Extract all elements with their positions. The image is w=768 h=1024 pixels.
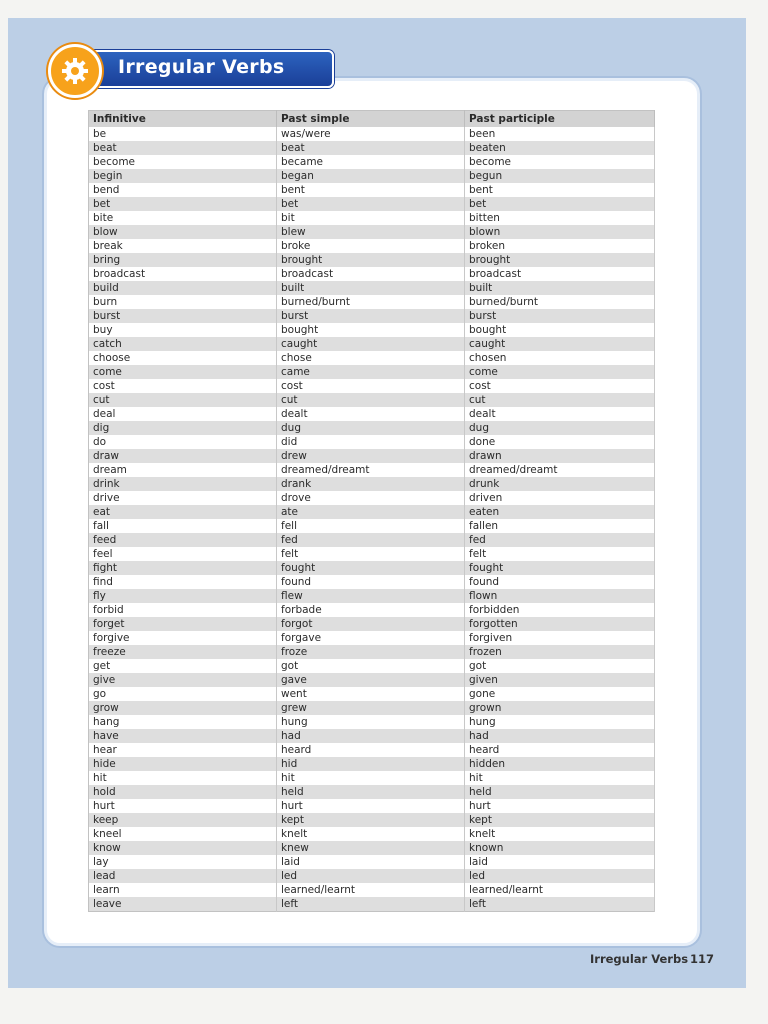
table-row [89,743,655,757]
cell-past-simple: bought [277,323,465,337]
cell-past-participle: burst [465,309,655,323]
cell-past-participle: forbidden [465,603,655,617]
cell-past-simple: knelt [277,827,465,841]
cell-past-participle: grown [465,701,655,715]
cell-past-participle: bitten [465,211,655,225]
cell-past-participle: chosen [465,351,655,365]
cell-past-simple: dreamed/dreamt [277,463,465,477]
cell-past-participle: knelt [465,827,655,841]
table-row [89,519,655,533]
table-row [89,533,655,547]
cell-past-simple: caught [277,337,465,351]
cell-infinitive: freeze [89,645,277,659]
cell-past-participle: hurt [465,799,655,813]
cell-past-simple: gave [277,673,465,687]
table-row [89,869,655,883]
cell-infinitive: fly [89,589,277,603]
cell-past-simple: did [277,435,465,449]
cell-infinitive: find [89,575,277,589]
table-row [89,169,655,183]
cell-infinitive: hide [89,757,277,771]
table-header-row [89,111,655,128]
cell-past-participle: given [465,673,655,687]
cell-past-simple: beat [277,141,465,155]
cell-past-simple: laid [277,855,465,869]
cell-past-simple: forgave [277,631,465,645]
cell-past-participle: drawn [465,449,655,463]
cell-infinitive: buy [89,323,277,337]
cell-past-participle: cost [465,379,655,393]
table-row [89,757,655,771]
cell-past-simple: drank [277,477,465,491]
table-row [89,393,655,407]
cell-infinitive: be [89,127,277,141]
cell-past-participle: hidden [465,757,655,771]
table-row [89,897,655,912]
column-header-infinitive: Infinitive [89,111,277,128]
footer-section-title: Irregular Verbs [590,952,689,966]
table-row [89,603,655,617]
cell-past-participle: felt [465,547,655,561]
cell-past-participle: dealt [465,407,655,421]
cell-past-simple: flew [277,589,465,603]
cell-past-simple: built [277,281,465,295]
cell-past-simple: went [277,687,465,701]
table-row [89,771,655,785]
cell-past-participle: held [465,785,655,799]
table-row [89,855,655,869]
cell-past-simple: blew [277,225,465,239]
cell-infinitive: dig [89,421,277,435]
cell-past-simple: bit [277,211,465,225]
cell-infinitive: blow [89,225,277,239]
cell-infinitive: break [89,239,277,253]
table-row [89,491,655,505]
table-row [89,253,655,267]
cell-past-simple: fought [277,561,465,575]
cell-infinitive: begin [89,169,277,183]
cell-infinitive: hit [89,771,277,785]
cell-infinitive: catch [89,337,277,351]
table-row [89,323,655,337]
cell-past-participle: hung [465,715,655,729]
table-row [89,659,655,673]
cell-infinitive: grow [89,701,277,715]
cell-infinitive: go [89,687,277,701]
table-row [89,505,655,519]
cell-past-simple: came [277,365,465,379]
cell-infinitive: hold [89,785,277,799]
cell-past-simple: froze [277,645,465,659]
cell-past-participle: blown [465,225,655,239]
cell-past-participle: found [465,575,655,589]
cell-past-simple: broadcast [277,267,465,281]
table-row [89,183,655,197]
cell-past-participle: bought [465,323,655,337]
cell-past-simple: began [277,169,465,183]
table-row [89,645,655,659]
cell-infinitive: drink [89,477,277,491]
cell-infinitive: give [89,673,277,687]
cell-infinitive: bite [89,211,277,225]
cell-past-simple: knew [277,841,465,855]
cell-infinitive: cost [89,379,277,393]
table-row [89,729,655,743]
cell-infinitive: burn [89,295,277,309]
cell-past-participle: built [465,281,655,295]
table-row [89,449,655,463]
cell-past-simple: drove [277,491,465,505]
cell-past-simple: brought [277,253,465,267]
cell-past-participle: eaten [465,505,655,519]
table-row [89,883,655,897]
title-banner [88,50,334,88]
cell-past-simple: kept [277,813,465,827]
cell-past-simple: fell [277,519,465,533]
table-row [89,295,655,309]
cell-infinitive: choose [89,351,277,365]
cell-infinitive: dream [89,463,277,477]
cell-infinitive: eat [89,505,277,519]
cell-infinitive: know [89,841,277,855]
table-row [89,561,655,575]
cell-past-simple: dealt [277,407,465,421]
table-body [89,127,655,912]
table-row [89,267,655,281]
cell-past-simple: broke [277,239,465,253]
cell-past-participle: fought [465,561,655,575]
cell-past-simple: forbade [277,603,465,617]
cell-past-simple: burst [277,309,465,323]
cell-infinitive: fall [89,519,277,533]
table-row [89,715,655,729]
cell-infinitive: build [89,281,277,295]
table-row [89,827,655,841]
cell-past-participle: dug [465,421,655,435]
cell-infinitive: forbid [89,603,277,617]
cell-past-simple: heard [277,743,465,757]
cell-past-participle: drunk [465,477,655,491]
cell-past-simple: ate [277,505,465,519]
cell-past-simple: hung [277,715,465,729]
cell-past-participle: known [465,841,655,855]
table-row [89,281,655,295]
table-row [89,337,655,351]
cell-past-participle: learned/learnt [465,883,655,897]
cell-infinitive: bend [89,183,277,197]
cell-past-participle: had [465,729,655,743]
cell-past-participle: become [465,155,655,169]
cell-infinitive: hurt [89,799,277,813]
column-header-past-participle: Past participle [465,111,655,128]
cell-past-participle: frozen [465,645,655,659]
cell-infinitive: get [89,659,277,673]
cell-past-simple: was/were [277,127,465,141]
cell-infinitive: beat [89,141,277,155]
cell-past-participle: begun [465,169,655,183]
table-row [89,673,655,687]
cell-infinitive: drive [89,491,277,505]
table-row [89,617,655,631]
cell-infinitive: cut [89,393,277,407]
cell-past-participle: gone [465,687,655,701]
cell-infinitive: bet [89,197,277,211]
cell-infinitive: leave [89,897,277,912]
cell-past-simple: grew [277,701,465,715]
page-number: 117 [690,952,715,966]
cell-infinitive: hear [89,743,277,757]
cell-past-participle: flown [465,589,655,603]
table-row [89,211,655,225]
page-title: Irregular Verbs [118,56,285,78]
table-row [89,155,655,169]
cell-past-participle: driven [465,491,655,505]
table-row [89,841,655,855]
table-row [89,701,655,715]
table-row [89,477,655,491]
table-row [89,813,655,827]
cell-past-participle: come [465,365,655,379]
cell-past-participle: caught [465,337,655,351]
cell-past-simple: fed [277,533,465,547]
table-row [89,141,655,155]
column-header-past-simple: Past simple [277,111,465,128]
cell-infinitive: draw [89,449,277,463]
cell-infinitive: learn [89,883,277,897]
cell-past-simple: forgot [277,617,465,631]
cell-past-simple: dug [277,421,465,435]
cell-infinitive: fight [89,561,277,575]
cell-infinitive: feed [89,533,277,547]
cell-past-simple: burned/burnt [277,295,465,309]
cell-past-simple: cost [277,379,465,393]
table-row [89,127,655,141]
cell-infinitive: bring [89,253,277,267]
cell-infinitive: have [89,729,277,743]
cell-past-participle: got [465,659,655,673]
cell-infinitive: forgive [89,631,277,645]
cell-past-simple: bet [277,197,465,211]
cell-past-participle: burned/burnt [465,295,655,309]
cell-past-simple: chose [277,351,465,365]
cell-past-participle: bet [465,197,655,211]
cell-past-participle: dreamed/dreamt [465,463,655,477]
table-row [89,421,655,435]
title-badge [48,44,102,98]
cell-past-participle: broadcast [465,267,655,281]
cell-past-participle: done [465,435,655,449]
cell-past-participle: left [465,897,655,912]
cell-past-participle: broken [465,239,655,253]
cell-infinitive: do [89,435,277,449]
cell-past-participle: hit [465,771,655,785]
table-row [89,197,655,211]
cell-past-simple: felt [277,547,465,561]
cell-past-simple: led [277,869,465,883]
irregular-verbs-table [88,110,655,912]
table-row [89,463,655,477]
cell-infinitive: lay [89,855,277,869]
cell-past-participle: brought [465,253,655,267]
table-row [89,407,655,421]
cell-past-simple: hit [277,771,465,785]
cell-past-participle: beaten [465,141,655,155]
cell-past-simple: bent [277,183,465,197]
table-row [89,785,655,799]
table-row [89,631,655,645]
table-row [89,589,655,603]
cell-infinitive: forget [89,617,277,631]
table-row [89,687,655,701]
cell-infinitive: feel [89,547,277,561]
cell-infinitive: come [89,365,277,379]
table-row [89,365,655,379]
cell-past-participle: forgotten [465,617,655,631]
cell-past-simple: hid [277,757,465,771]
cell-past-simple: got [277,659,465,673]
cell-infinitive: burst [89,309,277,323]
cell-infinitive: kneel [89,827,277,841]
cell-past-simple: had [277,729,465,743]
cell-past-simple: held [277,785,465,799]
gear-icon [60,56,90,86]
cell-past-simple: found [277,575,465,589]
cell-past-participle: led [465,869,655,883]
cell-past-participle: cut [465,393,655,407]
cell-past-participle: fed [465,533,655,547]
table-row [89,547,655,561]
cell-past-participle: laid [465,855,655,869]
table-row [89,575,655,589]
cell-past-simple: cut [277,393,465,407]
table-row [89,239,655,253]
cell-infinitive: broadcast [89,267,277,281]
cell-infinitive: hang [89,715,277,729]
cell-past-simple: drew [277,449,465,463]
cell-past-participle: been [465,127,655,141]
cell-past-participle: kept [465,813,655,827]
table-row [89,379,655,393]
cell-past-participle: fallen [465,519,655,533]
cell-infinitive: become [89,155,277,169]
cell-past-simple: hurt [277,799,465,813]
table-row [89,225,655,239]
cell-past-participle: forgiven [465,631,655,645]
cell-past-simple: learned/learnt [277,883,465,897]
table-row [89,309,655,323]
cell-past-participle: heard [465,743,655,757]
cell-past-simple: left [277,897,465,912]
cell-infinitive: lead [89,869,277,883]
table-row [89,799,655,813]
cell-past-participle: bent [465,183,655,197]
cell-past-simple: became [277,155,465,169]
cell-infinitive: keep [89,813,277,827]
table-row [89,435,655,449]
table-row [89,351,655,365]
cell-infinitive: deal [89,407,277,421]
